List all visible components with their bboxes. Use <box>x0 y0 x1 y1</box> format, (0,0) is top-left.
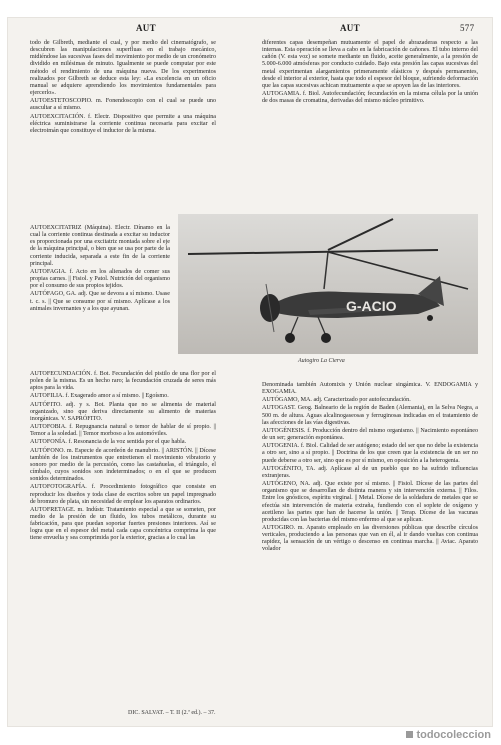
entry-autogamo: AUTÓGAMO, MA. adj. Caracterizado por autofecundación. <box>262 397 411 404</box>
left-column-wrapped <box>30 225 170 314</box>
page-footer: DIC. SALVAT. – T. II (2.ª ed.). – 37. <box>128 710 216 716</box>
entry-autogamia: AUTOGAMIA. f. Biol. Autofecundación; fecundación en la misma célula por la unión de dos masas de cromatina, derivadas del mismo núcleo primitivo. <box>262 91 478 105</box>
paragraph: Denominada también Automixis y Unión nuclear singámica. V. ENDOGAMIA y EXOGAMIA. <box>262 382 478 396</box>
page-number: 577 <box>460 23 475 33</box>
watermark-logo <box>406 729 491 741</box>
entry-autofotografia: AUTOFOTOGRAFÍA. f. Procedimiento fotográfico que consiste en reproducir los diseños y toda clase de escritos sobre un papel impregnado de bromuro de plata, sin necesidad de emplear los aparatos ordinarios. <box>30 484 216 505</box>
entry-autofretage: AUTOFRETAGE. m. Indústr. Tratamiento especial a que se someten, por medio de la presión de un fluido, los tubos metálicos, durante su fabricación, para que puedan soportar fuertes presiones interiores. Así se logra que en el espesor del metal cada capa concéntrica comprima la que tiene envuelta y sea comprimida por la exterior, gracias a lo cual las <box>30 506 216 542</box>
entry-autogast: AUTOGAST. Geog. Balneario de la región de Baden (Alemania), en la Selva Negra, a 500 m. de altura. Aguas alcalinogaseosas y ferruginosas indicadas en el tratamiento de las afecciones de las vías digestivas. <box>262 405 478 426</box>
entry-autogiro: AUTOGIRO. m. Aparato empleado en las diversiones públicas que describe círculos verticales, produciendo a las personas que van en él, al ir dando vueltas con continua rapidez, la sensación de un vértigo o descenso en continua marcha. || Aviac. Aparato volador <box>262 524 478 553</box>
entry-autofago: AUTÓFAGO, GA. adj. Que se devora a sí mismo. Usase t. c. s. || Que se consume por sí mismo. Aplícase a los animales invernantes y a los que ayunan. <box>30 291 170 312</box>
entry-autofono: AUTÓFONO. m. Especie de acordeón de manubrio. || ARISTÓN. || Dícese también de los instrumentos que entretienen el movimiento vibratorio y sonoro por medio de la percusión, como las castañuelas, el triángulo, el címbalo, cuyos sonidos son indeterminados; o en el que se producen sonidos determinados. <box>30 447 216 483</box>
entry-autoexcitacion: AUTOEXCITACIÓN. f. Electr. Dispositivo que permite a una máquina eléctrica suministrarse la corriente continua necesaria para excitar el electroimán que constituye el inductor de la misma. <box>30 113 216 134</box>
running-header-right: AUT <box>340 23 360 33</box>
entry-autofilia: AUTOFILIA. f. Exagerado amor a sí mismo. || Egoísmo. <box>30 393 169 400</box>
right-column-bottom <box>262 382 478 555</box>
entry-autogeno: AUTÓGENO, NA. adj. Que existe por sí mismo. || Fisiol. Dícese de las partes del organismo que se desarrollan de distinta manera y sin intervención externa. || Filos. Entre los gnósticos, espíritu virginal. || Metal. Dícese de la soldadura de metales que se efectúa sin intervención de materia extraña, fundiendo con el soplete de oxígeno y acetileno las partes que han de hacerse la unión. || Terap. Dícese de las vacunas producidas con las bacterias del mismo enfermo al que se aplican. <box>262 481 478 523</box>
entry-autogenesis: AUTOGÉNESIS. f. Producción dentro del mismo organismo. || Nacimiento espontáneo de un ser; generación espontánea. <box>262 427 478 442</box>
entry-autogenia: AUTOGENIA. f. Biol. Calidad de ser autógeno; estado del ser que no debe la existencia a otro ser, sino a sí propio. || Doctrina de los que creen que la existencia de un ser no puede deberse a otro ser, sino que es por sí mismo, en oposición a la heterogenia. <box>262 443 478 464</box>
right-column-top <box>262 40 478 106</box>
paragraph: todo de Gilbreth, mediante el cual, y por medio del cinematógrafo, se descubren las manipulaciones superfluas en el trabajo mecánico, midiéndose las sucesivas fases del movimiento por medio de un cronómetro dividido en milésimas de minuto. Igualmente se puede computar por este método el rendimiento de una máquina nueva. De los experimentos realizados por Gilbreth se deduce esta ley: «La excelencia en un oficio manual se adquiere aprendiendo los movimientos fundamentales para ejercerlo». <box>30 40 216 97</box>
dictionary-page <box>8 18 492 726</box>
entry-autofonia: AUTOFONÍA. f. Resonancia de la voz sentida por el que habla. <box>30 439 187 446</box>
entry-autogenito: AUTOGÉNITO, TA. adj. Aplícase al de un pueblo que no ha sufrido influencias extranjeras. <box>262 465 478 479</box>
registration-text: G-ACIO <box>346 298 397 314</box>
watermark-square-icon <box>406 731 413 738</box>
entry-autoestetoscopio: AUTOESTETOSCOPIO. m. Fonendoscopio con el cual se puede uno auscultar a sí mismo. <box>30 98 216 112</box>
entry-autoexcitatriz: AUTOEXCITATRIZ (Máquina). Electr. Dínamo en la cual la corriente continua destinada a excitar su inductor es proporcionada por una excitatriz montada sobre el eje de la máquina principal, o bien que se usa por parte de la corriente inducida, separada a este fin de la corriente principal. <box>30 225 170 267</box>
entry-autofagia: AUTOFAGIA. f. Acto en los alienados de comer sus propias carnes. || Fisiol. y Patol. Nutrición del organismo por el consumo de sus propios tejidos. <box>30 268 170 290</box>
left-column-top <box>30 40 216 136</box>
entry-autofito: AUTÓFITO. adj. y s. Bot. Planta que no se alimenta de material organizado, sino que deriva directamente su alimento de materias inorgánicas. V. SAPRÓFITO. <box>30 401 216 422</box>
paragraph: diferentes capas desempeñan mutuamente el papel de abrazaderas respecto a las internas. Esta operación se lleva a cabo en la fabricación de cañones. El tubo interno del cañón (V. esta voz) se somete mediante un fluido, aceite generalmente, a la presión de 5.000-6.000 atmósferas por conducto cuidado. Bajo esta presión las capas sucesivas del metal experimentan alargamientos primeramente elásticos y después permanentes, desde el interior al exterior, hasta que todo el espesor del bloque, sufriendo deformación que las capas sucesivas achican mutuamente a que se apoyen las de las interiores. <box>262 40 478 89</box>
photo-caption: Autogiro La Cierva <box>298 358 345 364</box>
autogiro-photo <box>178 214 478 354</box>
watermark-text: todocoleccion <box>416 729 491 741</box>
entry-autofobia: AUTOFOBIA. f. Repugnancia natural o temor de hablar de sí propio. || Temor a la soledad. || Temor morboso a los automóviles. <box>30 424 216 438</box>
left-column-bottom <box>30 371 216 544</box>
entry-autofecundacion: AUTOFECUNDACIÓN. f. Bot. Fecundación del pistilo de una flor por el polen de la misma. Es un hecho raro; la fecundación cruzada de seres más aptos para la vida. <box>30 371 216 392</box>
autogiro-illustration <box>178 214 478 354</box>
running-header-left: AUT <box>136 23 156 33</box>
